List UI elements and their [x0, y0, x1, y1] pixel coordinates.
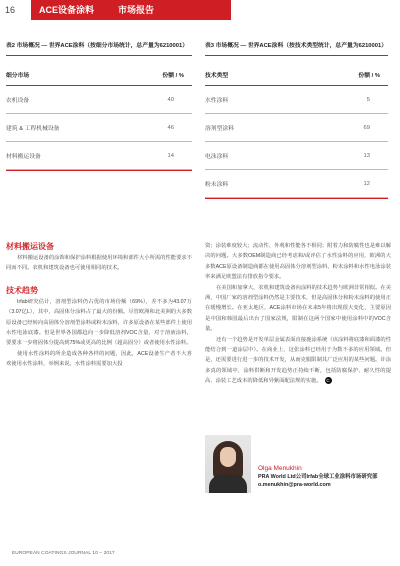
author-email[interactable]: o.menukhin@pra-world.com — [258, 482, 331, 488]
right-column — [205, 241, 391, 387]
header-banner — [31, 0, 231, 20]
row-label: 建筑 & 工程机械设备 — [6, 126, 60, 132]
paragraph: 在美国和加拿大，农机和建筑设备向涂料的技术趋势与欧洲非常相似。在美洲，中国厂家的溶剂型涂料仍然是主要技术，但是高固体分和粉末涂料的使用正在缓慢增长。在亚太地区，ACE涂料市场在未来5年将出现很大变化，主要原因是中国和韩国最后出台了国家法规，限制在这两个国家中使用涂料中的VOC含量。 — [205, 284, 391, 333]
page-number: 16 — [5, 5, 16, 15]
page-footer: EUROPEAN COATINGS JOURNAL 10 – 2017 — [12, 551, 115, 556]
table-row — [6, 114, 192, 142]
row-value: 46 — [167, 124, 174, 131]
table-row — [205, 170, 388, 198]
row-value: 13 — [363, 152, 370, 159]
section-title: ACE设备涂料 — [39, 5, 95, 15]
row-label: 材料搬运设备 — [6, 154, 41, 160]
col-header-segment: 细分市场 — [6, 73, 30, 79]
end-mark-icon: C — [326, 378, 330, 384]
paragraph: Irfab研究估计，溶剂型涂料仍占优的市场份额（69%），差不多为43.07万（3.07亿L），其中，高固体分涂料占了最大的份额。尽管欧洲和北美洲的大多数原设备已经转向高固体分溶剂型涂料或粉末涂料，许多原设备在某些部件上使用水性电泳底漆。但是世界各国都趋向一步降低溶剂VOC含量，对于溶液涂料，要要求一步将固体分提高到75%或更高的比例（超高固分）或者使用水性涂料。 — [6, 298, 192, 347]
row-label: 溶剂型涂料 — [205, 126, 234, 132]
left-column — [6, 241, 192, 370]
row-value: 5 — [366, 96, 370, 103]
author-info — [258, 465, 400, 489]
heading-material-handling: 材料搬运设备 — [6, 242, 54, 251]
row-value: 12 — [363, 180, 370, 187]
table-technology — [205, 42, 388, 199]
table-row — [6, 142, 192, 170]
table-row — [205, 86, 388, 114]
row-label: 电泳涂料 — [205, 154, 229, 160]
row-label: 水性涂料 — [205, 98, 229, 104]
col-header-share: 份额 / % — [358, 73, 380, 79]
table-header — [6, 56, 192, 86]
row-value: 40 — [167, 96, 174, 103]
page-header — [0, 0, 400, 20]
category-title: 市场报告 — [118, 5, 155, 15]
paragraph: 使用水性涂料的所企造成各种各样的问题，因此，ACE设备生产者不大喜欢使用水性涂料，举例来说，水性涂料需要加大投 — [6, 350, 192, 368]
author-name: Olga Menukhin — [258, 465, 302, 472]
row-label: 粉末涂料 — [205, 182, 229, 188]
col-header-tech: 技术类型 — [205, 73, 229, 79]
table-segments — [6, 42, 192, 171]
author-photo — [205, 435, 251, 493]
row-value: 14 — [167, 152, 174, 159]
table-title: 表2 市场概况 — 世界ACE涂料（按细分市场统计，总产量为6210001） — [6, 43, 188, 49]
table-row — [205, 114, 388, 142]
table-row — [205, 142, 388, 170]
row-label: 农机设备 — [6, 98, 30, 104]
paragraph: 资；涂装难度较大；流动性、外观和性能各不相同；附着力和防腐性也是难以解决的问题。大多数OEM制造商已经考虑和/或评估了水性涂料的应用，欧洲的大多数ACE原设备制造商都在使用高固体分溶剂型涂料，粉末涂料和水性电泳涂装率来满足欧盟法有排放指令要求。 — [205, 243, 391, 281]
table-row — [6, 86, 192, 114]
table-end-rule — [205, 198, 388, 199]
author-affiliation: PRA World Ltd公司Irfab全球工业涂料市场研究部 — [258, 474, 378, 480]
table-header — [205, 56, 388, 86]
paragraph — [205, 335, 391, 387]
row-value: 69 — [363, 124, 370, 131]
heading-tech-trends: 技术趋势 — [6, 285, 38, 295]
col-header-share: 份额 / % — [162, 73, 184, 79]
table-end-rule — [6, 170, 192, 171]
paragraph: 材料搬运设备的涂饰和保护涂料根据使用环境和部件大小所需的性能要求不同而不同。农机和建筑设备也可使用相同的技术。 — [6, 255, 192, 272]
paragraph-text: 还有一个趋势是开发单层金属表面直接施涂系统（该涂料将底漆和面漆的性能结合到一道涂层中）。在商业上，这张涂料已经用于为数不多的应用领域。但是，还需要进行进一步的技术开发，从而克服限制其广泛应用的某些问题。许涂多真的领域中，涂料供断和开发趋势正持续不断，包括防腐保护、耐久性的提高、涂装工艺成本的降低和异紫面配法规的实施。 — [205, 336, 391, 385]
table-title: 表3 市场概况 — 世界ACE涂料（按技术类型统计，总产量为6210001） — [205, 43, 387, 49]
